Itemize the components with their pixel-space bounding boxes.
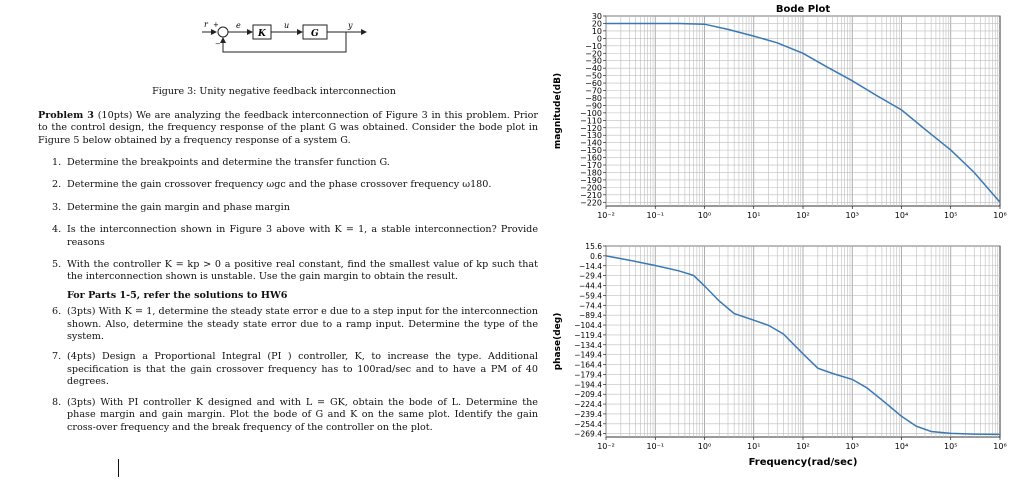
bode-plot-svg — [548, 0, 1024, 479]
mag-xtick-label: 10⁶ — [993, 211, 1007, 220]
problem-title: Problem 3 — [38, 110, 94, 121]
question-item — [52, 351, 538, 388]
mag-xtick-label: 10⁴ — [894, 211, 909, 220]
mag-ytick-label: −180 — [580, 168, 602, 178]
question-text: With the controller K = kp > 0 a positive real constant, find the smallest value of kp such that the interconnection shown is unstable. Use the gain margin to obtain the result. — [67, 259, 538, 283]
summing-junction — [218, 27, 228, 37]
mag-ytick-label: −130 — [580, 131, 602, 141]
question-item — [52, 397, 538, 434]
mag-ytick-label: 0 — [596, 34, 602, 44]
mag-ytick-label: −120 — [580, 123, 602, 133]
mag-xtick-label: 10⁻¹ — [646, 211, 665, 220]
phase-ytick-label: −209.4 — [574, 390, 602, 400]
phase-ytick-label: −149.4 — [574, 350, 602, 360]
mag-ytick-label: −170 — [580, 161, 602, 171]
phase-ylabel: phase(deg) — [553, 312, 563, 371]
mag-xtick-label: 10⁵ — [944, 211, 958, 220]
phase-ytick-label: −104.4 — [574, 321, 602, 331]
phase-ytick-label: −194.4 — [574, 380, 602, 390]
chart-xlabel: Frequency(rad/sec) — [748, 457, 858, 468]
question-text: Determine the gain crossover frequency ωgc and the phase crossover frequency ω180. — [67, 179, 492, 191]
question-item — [52, 306, 538, 343]
mag-ytick-label: −200 — [580, 183, 602, 193]
label-e: e — [236, 21, 241, 30]
question-item — [52, 259, 538, 284]
label-G: G — [311, 29, 319, 39]
mag-ytick-label: −70 — [585, 86, 602, 96]
question-text: Is the interconnection shown in Figure 3 above with K = 1, a stable interconnection? Provide reasons — [67, 224, 538, 248]
question-list — [52, 157, 538, 434]
phase-ytick-label: 15.6 — [585, 242, 602, 251]
mag-ytick-label: −30 — [585, 56, 602, 66]
bode-plot-figure — [548, 0, 1024, 479]
mag-ytick-label: −50 — [585, 71, 602, 81]
mag-ytick-label: 20 — [591, 19, 602, 29]
phase-ytick-label: −224.4 — [574, 400, 602, 410]
question-number: 8. — [52, 396, 62, 408]
problem-statement — [38, 110, 538, 147]
label-plus: + — [213, 21, 219, 29]
label-K: K — [258, 29, 266, 39]
phase-ytick-label: −89.4 — [579, 311, 602, 321]
phase-xtick-label: 10³ — [845, 442, 859, 451]
question-item — [52, 179, 538, 191]
mag-ytick-label: −60 — [585, 79, 602, 89]
question-item — [52, 202, 538, 214]
question-item — [52, 157, 538, 169]
mag-ytick-label: −140 — [580, 138, 602, 148]
mag-ylabel: magnitude(dB) — [553, 72, 563, 150]
question-number: 6. — [52, 306, 62, 318]
mag-ytick-label: −10 — [585, 41, 602, 51]
question-text: Determine the breakpoints and determine the transfer function G. — [67, 157, 390, 168]
phase-ytick-label: −254.4 — [574, 419, 602, 429]
phase-ytick-label: −239.4 — [574, 409, 602, 419]
phase-ytick-label: −119.4 — [574, 330, 602, 340]
mag-xtick-label: 10⁻² — [597, 211, 615, 220]
label-r: r — [204, 20, 208, 29]
label-minus: − — [215, 40, 221, 48]
phase-xtick-label: 10² — [796, 442, 810, 451]
mag-ytick-label: −220 — [580, 198, 602, 208]
phase-ytick-label: −269.4 — [574, 429, 602, 439]
phase-ytick-label: −44.4 — [579, 281, 602, 291]
solutions-note: For Parts 1-5, refer the solutions to HW6 — [67, 289, 288, 301]
mag-ytick-label: −80 — [585, 93, 602, 103]
phase-xtick-label: 10⁶ — [993, 442, 1007, 451]
mag-xtick-label: 10¹ — [747, 211, 761, 220]
question-number: 5. — [52, 259, 62, 271]
mag-xtick-label: 10² — [796, 211, 810, 220]
mag-ytick-label: 10 — [591, 26, 602, 36]
mag-ytick-label: −100 — [580, 108, 602, 118]
phase-xtick-label: 10⁰ — [697, 442, 712, 451]
question-number: 3. — [52, 201, 62, 213]
question-item — [52, 224, 538, 249]
phase-xtick-label: 10⁵ — [944, 442, 958, 451]
question-text: (4pts) Design a Proportional Integral (PI ) controller, K, to increase the type. Additional specification is that the gain crossover frequency has to 100rad/sec and to have a PM of 40 degrees. — [67, 351, 538, 388]
question-text: (3pts) With PI controller K designed and with L = GK, obtain the bode of L. Determine the phase margin and gain margin. Plot the bode of G and K on the same plot. Identify the gain cross-over frequency and the break frequency of the controller on the plot. — [67, 396, 538, 433]
phase-ytick-label: −29.4 — [579, 271, 602, 281]
phase-ytick-label: −134.4 — [574, 340, 602, 350]
mag-ytick-label: −90 — [585, 101, 602, 111]
phase-ytick-label: −59.4 — [579, 291, 602, 301]
mag-ytick-label: −40 — [585, 64, 602, 74]
question-number: 1. — [52, 157, 62, 168]
figure-caption: Figure 3: Unity negative feedback interconnection — [152, 86, 396, 97]
phase-ytick-label: 0.6 — [590, 251, 602, 261]
mag-ytick-label: −110 — [580, 116, 602, 126]
problem-text: We are analyzing the feedback interconnection of Figure 3 in this problem. Prior to the control design, the frequency response of the plant G was obtained. Consider the bode plot in Figure 5 below obtained by a frequency response of a system G. — [38, 110, 538, 146]
phase-ytick-label: −14.4 — [579, 261, 602, 271]
mag-xtick-label: 10³ — [845, 211, 859, 220]
label-u: u — [284, 21, 290, 30]
mag-ytick-label: −150 — [580, 146, 602, 156]
text-cursor — [118, 459, 119, 477]
chart-title: Bode Plot — [775, 4, 831, 15]
phase-xtick-label: 10⁻² — [597, 442, 615, 451]
phase-ytick-label: −179.4 — [574, 370, 602, 380]
phase-xtick-label: 10⁴ — [894, 442, 909, 451]
question-number: 2. — [52, 179, 62, 191]
mag-ytick-label: 30 — [591, 12, 602, 21]
mag-xtick-label: 10⁰ — [697, 211, 712, 220]
mag-ytick-label: −160 — [580, 153, 602, 163]
label-y: y — [348, 21, 353, 30]
phase-xtick-label: 10¹ — [747, 442, 761, 451]
phase-ytick-label: −164.4 — [574, 360, 602, 370]
phase-xtick-label: 10⁻¹ — [646, 442, 665, 451]
phase-ytick-label: −74.4 — [579, 301, 602, 311]
mag-ytick-label: −20 — [585, 49, 602, 59]
question-text: Determine the gain margin and phase margin — [67, 201, 290, 213]
question-text: (3pts) With K = 1, determine the steady state error e due to a step input for the interconnection shown. Also, determine the steady state error due to a ramp input. Determine the type of the system. — [67, 306, 538, 343]
feedback-block-diagram — [198, 14, 373, 60]
mag-ytick-label: −190 — [580, 175, 602, 185]
mag-ytick-label: −210 — [580, 190, 602, 200]
question-number: 4. — [52, 224, 62, 236]
question-number: 7. — [52, 351, 62, 363]
problem-points: (10pts) — [97, 110, 133, 121]
